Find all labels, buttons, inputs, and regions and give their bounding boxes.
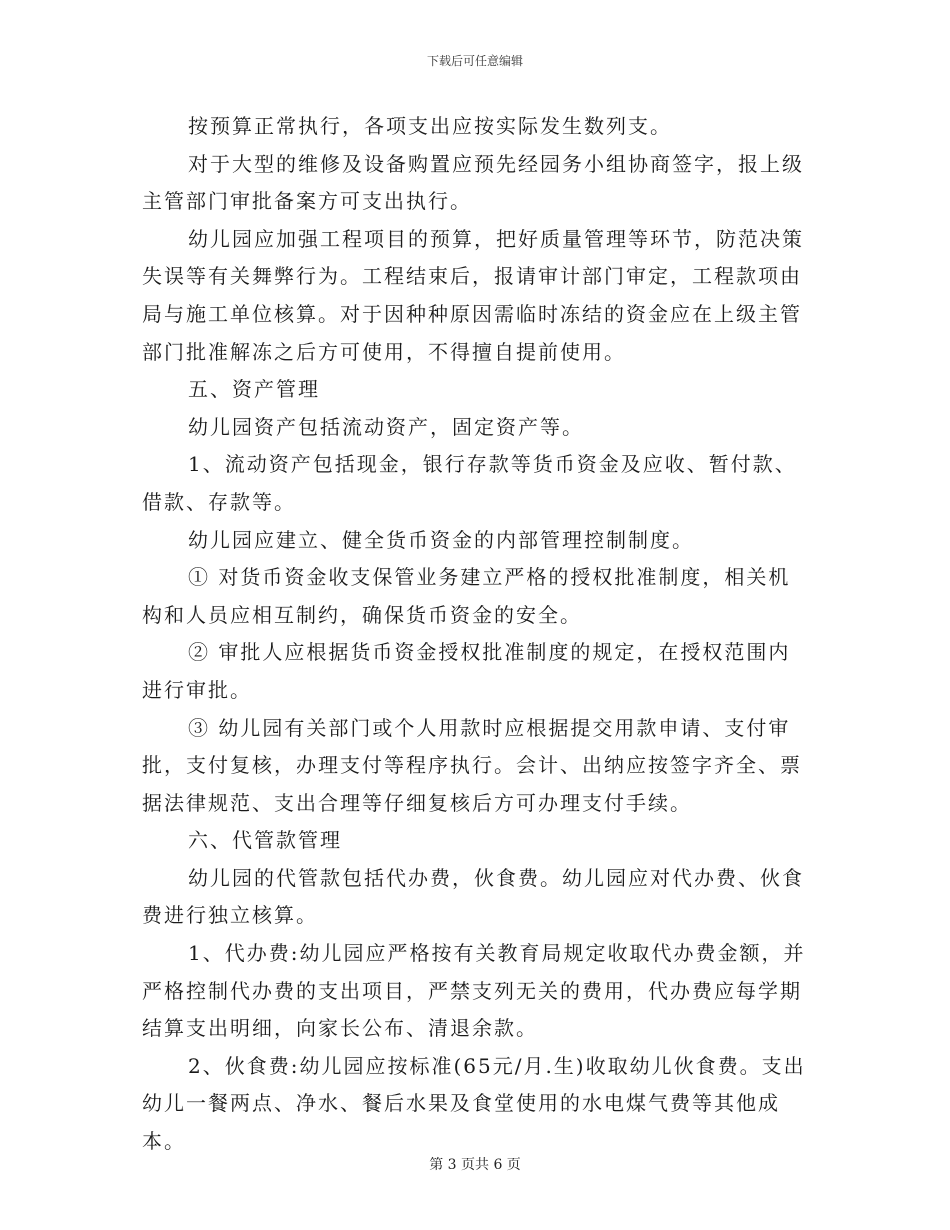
- paragraph: 按预算正常执行，各项支出应按实际发生数列支。: [188, 114, 672, 138]
- section-heading: 六、代管款管理: [188, 828, 342, 853]
- paragraph: 2、伙食费:幼儿园应按标准(65元/月.生)收取幼儿伙食费。支出幼儿一餐两点、净水、餐后水果及食堂使用的水电煤气费等其他成本。: [142, 1053, 806, 1154]
- list-item: ① 对货币资金收支保管业务建立严格的授权批准制度，相关机构和人员应相互制约，确保货币资金的安全。: [142, 565, 791, 627]
- paragraph: 对于大型的维修及设备购置应预先经园务小组协商签字，报上级主管部门审批备案方可支出执行。: [142, 151, 804, 214]
- paragraph: 幼儿园的代管款包括代办费，伙食费。幼儿园应对代办费、伙食费进行独立核算。: [142, 865, 804, 928]
- section-heading: 五、资产管理: [188, 377, 320, 402]
- paragraph: 幼儿园应加强工程项目的预算，把好质量管理等环节，防范决策失误等有关舞弊行为。工程结束后，报请审计部门审定，工程款项由局与施工单位核算。对于因种种原因需临时冻结的资金应在上级主管部门批准解冻之后方可使用，不得擅自提前使用。: [142, 226, 804, 364]
- paragraph: 1、流动资产包括现金，银行存款等货币资金及应收、暂付款、借款、存款等。: [142, 452, 797, 514]
- paragraph: 幼儿园资产包括流动资产，固定资产等。: [188, 414, 584, 439]
- page-header: 下载后可任意编辑: [426, 54, 523, 68]
- list-item: ② 审批人应根据货币资金授权批准制度的规定，在授权范围内进行审批。: [142, 640, 791, 702]
- paragraph: 1、代办费:幼儿园应严格按有关教育局规定收取代办费金额，并严格控制代办费的支出项目，严禁支列无关的费用，代办费应每学期结算支出明细，向家长公布、清退余款。: [142, 941, 806, 1041]
- document-body: [142, 108, 812, 1161]
- page-footer: 第 3 页共 6 页: [429, 1157, 521, 1173]
- paragraph: 幼儿园应建立、健全货币资金的内部管理控制制度。: [188, 527, 694, 552]
- list-item: ③ 幼儿园有关部门或个人用款时应根据提交用款申请、支付审批，支付复核，办理支付等程序执行。会计、出纳应按签字齐全、票据法律规范、支出合理等仔细复核后方可办理支付手续。: [142, 715, 802, 815]
